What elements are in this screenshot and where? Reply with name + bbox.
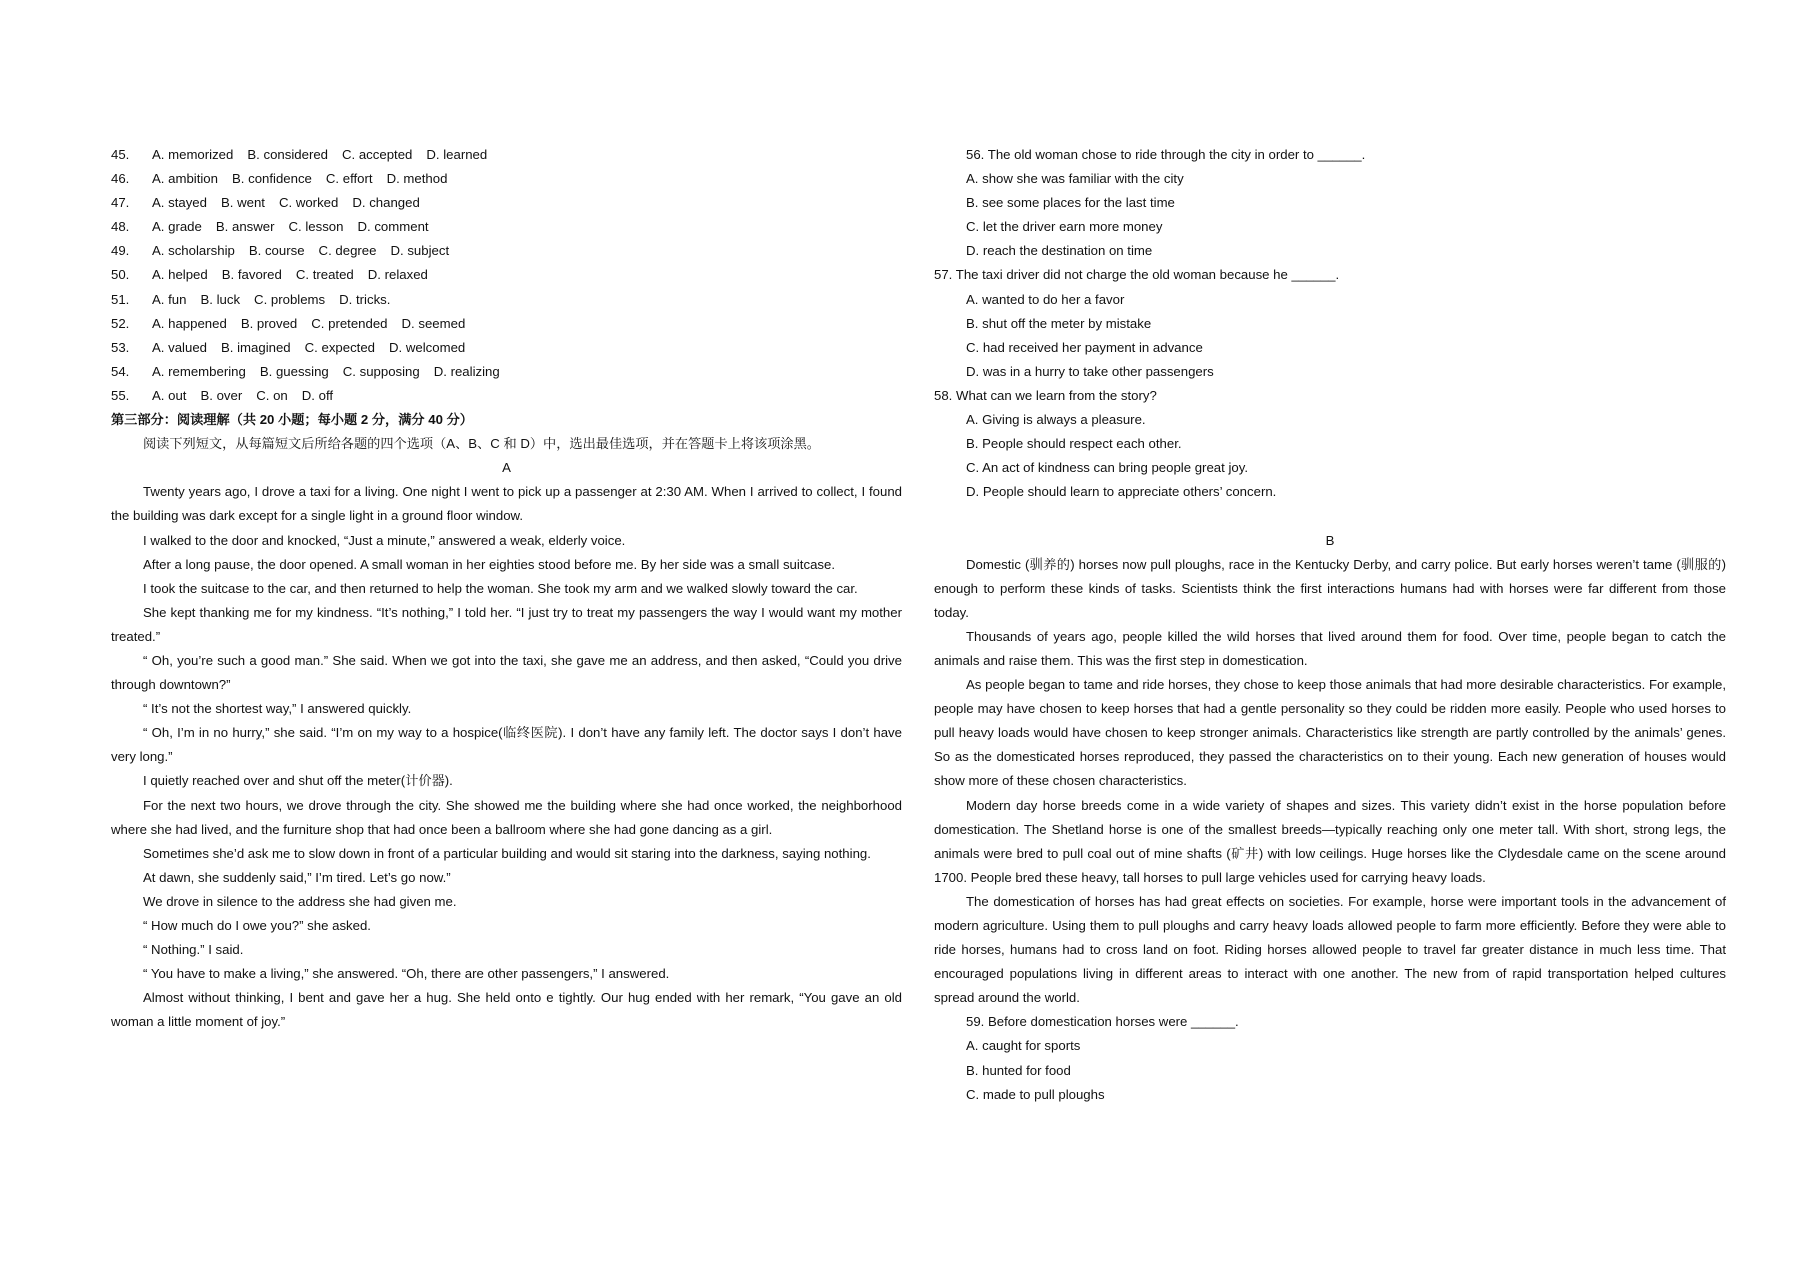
left-column — [111, 143, 902, 1034]
question-number: 48. — [111, 219, 130, 235]
option-d: D. realizing — [433, 363, 500, 379]
question-stem: 57. The taxi driver did not charge the old woman because he ______. — [934, 267, 1340, 283]
question-number: 54. — [111, 363, 130, 379]
spacer — [934, 504, 1726, 528]
option-b: B. went — [220, 195, 265, 211]
option-a: A. stayed — [152, 195, 207, 211]
option-b: B. proved — [240, 315, 298, 331]
option-a: A. scholarship — [152, 243, 235, 259]
passage-a-paragraph: I took the suitcase to the car, and then returned to help the woman. She took my arm and we walked slowly toward the car. — [143, 580, 858, 596]
passage-a-paragraph: Almost without thinking, I bent and gave her a hug. She held onto e tightly. Our hug ended with her remark, “You gave an old woman a little moment of joy.” — [111, 990, 902, 1030]
vocab-option-row — [111, 215, 902, 239]
option-d: D. changed — [352, 195, 420, 211]
option-b: B. answer — [215, 219, 275, 235]
option-b: B. course — [248, 243, 305, 259]
vocab-option-row — [111, 239, 902, 263]
passage-a-paragraph: We drove in silence to the address she had given me. — [143, 893, 457, 909]
option-d: D. tricks. — [339, 291, 391, 307]
question-number: 45. — [111, 147, 130, 162]
option-d: D. off — [301, 387, 334, 403]
option-d: D. subject — [390, 243, 450, 259]
question-option: B. shut off the meter by mistake — [966, 315, 1152, 331]
question-option: C. An act of kindness can bring people great joy. — [966, 460, 1248, 476]
vocab-option-row — [111, 288, 902, 312]
option-b: B. imagined — [221, 339, 291, 355]
passage-a-label: A — [502, 460, 511, 476]
question-option: D. People should learn to appreciate others’ concern. — [966, 484, 1277, 500]
section-title: 第三部分：阅读理解（共 20 小题；每小题 2 分，满分 40 分） — [111, 412, 473, 428]
question-number: 55. — [111, 387, 130, 403]
question-number: 51. — [111, 291, 130, 307]
option-c: C. on — [256, 387, 288, 403]
question-option: B. see some places for the last time — [966, 195, 1175, 211]
option-b: B. luck — [200, 291, 241, 307]
question-number: 50. — [111, 267, 130, 283]
passage-b-paragraph: The domestication of horses has had great effects on societies. For example, horse were important tools in the advancement of modern agriculture. Using them to pull ploughs and carry heavy loads allowed people to farm more efficiently. Before they were able to ride horses, humans had to cross land on foot. Riding horses allowed people to travel far greater distance in much less time. That encouraged populations living in different areas to interact with one another. The new from of rapid transportation helped cultures spread around the world. — [934, 893, 1726, 1006]
option-c: C. treated — [295, 267, 354, 283]
section-instruction: 阅读下列短文，从每篇短文后所给各题的四个选项（A、B、C 和 D）中，选出最佳选项，并在答题卡上将该项涂黑。 — [143, 436, 820, 452]
passage-a-paragraph: “ It’s not the shortest way,” I answered quickly. — [143, 701, 412, 717]
option-b: B. considered — [247, 147, 328, 162]
vocab-option-row — [111, 312, 902, 336]
passage-a-paragraph: I quietly reached over and shut off the meter(计价器). — [143, 773, 453, 789]
option-c: C. effort — [325, 171, 373, 187]
option-a: A. helped — [152, 267, 208, 283]
passage-b-paragraph: Thousands of years ago, people killed the wild horses that lived around them for food. Over time, people began to catch the animals and raise them. This was the first step in domestication. — [934, 628, 1726, 668]
option-d: D. welcomed — [389, 339, 466, 355]
question-option: A. caught for sports — [966, 1038, 1081, 1054]
option-a: A. grade — [152, 219, 202, 235]
option-d: D. comment — [357, 219, 429, 235]
question-option: C. let the driver earn more money — [966, 219, 1163, 235]
question-option: A. wanted to do her a favor — [966, 291, 1125, 307]
option-a: A. ambition — [152, 171, 218, 187]
question-option: C. made to pull ploughs — [966, 1086, 1105, 1102]
passage-a-paragraph: Twenty years ago, I drove a taxi for a living. One night I went to pick up a passenger at 2:30 AM. When I arrived to collect, I found the building was dark except for a single light in a ground floor window. — [111, 484, 902, 524]
option-c: C. worked — [278, 195, 339, 211]
option-c: C. degree — [318, 243, 377, 259]
question-option: B. People should respect each other. — [966, 436, 1182, 452]
question-number: 46. — [111, 171, 130, 187]
option-d: D. learned — [426, 147, 488, 162]
question-option: A. Giving is always a pleasure. — [966, 412, 1146, 428]
passage-a-paragraph: For the next two hours, we drove through the city. She showed me the building where she had once worked, the neighborhood where she had lived, and the furniture shop that had once been a ballroom where she had gone dancing as a girl. — [111, 797, 902, 837]
vocab-option-row — [111, 143, 902, 167]
question-59-stem: 59. Before domestication horses were ______. — [966, 1014, 1239, 1030]
question-option: C. had received her payment in advance — [966, 339, 1203, 355]
question-option: A. show she was familiar with the city — [966, 171, 1184, 187]
option-d: D. seemed — [401, 315, 466, 331]
option-c: C. lesson — [288, 219, 344, 235]
option-b: B. confidence — [231, 171, 312, 187]
option-a: A. out — [152, 387, 187, 403]
question-option: B. hunted for food — [966, 1062, 1071, 1078]
passage-a-paragraph: “ How much do I owe you?” she asked. — [143, 918, 371, 933]
question-59-options — [934, 1034, 1726, 1106]
option-d: D. relaxed — [367, 267, 428, 283]
vocab-option-row — [111, 263, 902, 287]
question-number: 53. — [111, 339, 130, 355]
question-stem: 58. What can we learn from the story? — [934, 387, 1157, 403]
option-d: D. method — [386, 171, 448, 187]
right-column — [934, 143, 1726, 1107]
passage-b-paragraph: As people began to tame and ride horses, they chose to keep those animals that had more desirable characteristics. For example, people may have chosen to keep horses that had a gentle personality so they could be ridden more easily. People who used horses to pull heavy loads would have chosen to keep stronger animals. Characteristics like strength are partly controlled by the animals’ genes. So as the domesticated horses reproduced, they passed the characteristics on to their young. Each new generation of houses would show more of these chosen characteristics. — [934, 677, 1726, 789]
passage-a-paragraph: She kept thanking me for my kindness. “It’s nothing,” I told her. “I just try to treat my passengers the way I would want my mother treated.” — [111, 604, 902, 644]
passage-a-paragraph: I walked to the door and knocked, “Just a minute,” answered a weak, elderly voice. — [143, 532, 626, 548]
option-b: B. favored — [221, 267, 282, 283]
option-b: B. guessing — [259, 363, 329, 379]
option-a: A. remembering — [152, 363, 246, 379]
question-stem: 56. The old woman chose to ride through the city in order to ______. — [966, 147, 1366, 162]
questions-a — [934, 143, 1726, 504]
question-option: D. was in a hurry to take other passengers — [966, 363, 1214, 379]
option-a: A. valued — [152, 339, 207, 355]
question-number: 47. — [111, 195, 130, 211]
question-number: 49. — [111, 243, 130, 259]
passage-a — [111, 480, 902, 1034]
passage-b — [934, 553, 1726, 1011]
question-option: D. reach the destination on time — [966, 243, 1153, 259]
option-c: C. problems — [254, 291, 326, 307]
passage-a-paragraph: After a long pause, the door opened. A small woman in her eighties stood before me. By her side was a small suitcase. — [143, 556, 835, 572]
option-c: C. supposing — [342, 363, 420, 379]
option-a: A. happened — [152, 315, 227, 331]
option-a: A. fun — [152, 291, 187, 307]
option-c: C. pretended — [311, 315, 388, 331]
vocab-option-row — [111, 191, 902, 215]
passage-a-paragraph: “ Oh, I’m in no hurry,” she said. “I’m on my way to a hospice(临终医院). I don’t have any family left. The doctor says I don’t have very long.” — [111, 725, 902, 765]
question-number: 52. — [111, 315, 130, 331]
passage-b-paragraph: Domestic (驯养的) horses now pull ploughs, race in the Kentucky Derby, and carry police. But early horses weren’t tame (驯服的) enough to perform these kinds of tasks. Scientists think the first interactions humans had with horses were far different from those today. — [934, 556, 1726, 620]
passage-a-paragraph: At dawn, she suddenly said,” I’m tired. Let’s go now.” — [143, 869, 451, 885]
passage-a-paragraph: “ Nothing.” I said. — [143, 942, 244, 958]
vocab-option-row — [111, 360, 902, 384]
passage-a-paragraph: “ You have to make a living,” she answered. “Oh, there are other passengers,” I answered. — [143, 966, 670, 982]
vocab-option-row — [111, 167, 902, 191]
vocab-option-row — [111, 384, 902, 408]
option-b: B. over — [200, 387, 243, 403]
passage-a-paragraph: Sometimes she’d ask me to slow down in front of a particular building and would sit staring into the darkness, saying nothing. — [143, 845, 871, 861]
passage-a-paragraph: “ Oh, you’re such a good man.” She said. When we got into the taxi, she gave me an address, and then asked, “Could you drive through downtown?” — [111, 652, 902, 693]
option-c: C. expected — [304, 339, 376, 355]
option-c: C. accepted — [342, 147, 413, 162]
passage-b-paragraph: Modern day horse breeds come in a wide variety of shapes and sizes. This variety didn’t exist in the horse population before domestication. The Shetland horse is one of the smallest breeds—typically reaching only one meter tall. With short, strong legs, the animals were bred to pull coal out of mine shafts (矿井) with low ceilings. Huge horses like the Clydesdale came on the scene around 1700. People bred these heavy, tall horses to pull large vehicles used for carrying heavy loads. — [934, 797, 1726, 885]
vocab-option-row — [111, 336, 902, 360]
passage-b-label: B — [1325, 532, 1335, 548]
option-a: A. memorized — [152, 147, 234, 162]
vocab-options-list — [111, 143, 902, 408]
